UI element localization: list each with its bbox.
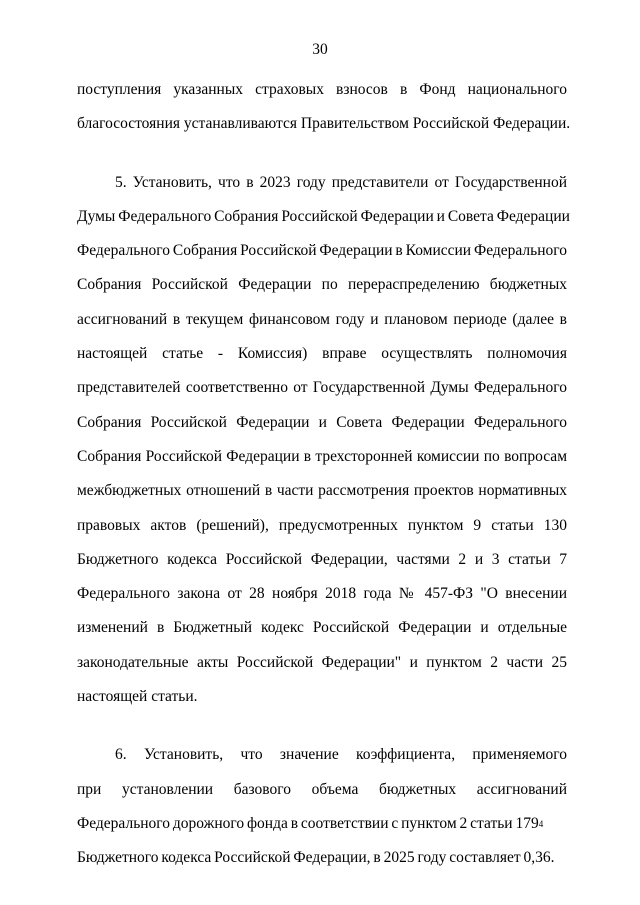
text-line: Федерального Собрания Российской Федерации в Комиссии Федерального	[77, 242, 567, 260]
text-line: настоящей статьи.	[77, 688, 198, 706]
text-line: Думы Федерального Собрания Российской Федерации и Совета Федерации	[77, 207, 570, 225]
page-number: 30	[312, 41, 328, 58]
text-line: Бюджетного кодекса Российской Федерации, в 2025 году составляет 0,36.	[77, 849, 555, 867]
text-line: благосостояния устанавливаются Правительством Российской Федерации.	[77, 115, 571, 133]
text-line: межбюджетных отношений в части рассмотрения проектов нормативных	[77, 482, 567, 500]
text-line: настоящей статье - Комиссия) вправе осуществлять полномочия	[77, 345, 567, 363]
text-line-with-superscript: Федерального дорожного фонда в соответствии с пунктом 2 статьи 179 4	[77, 815, 544, 833]
text-line: Собрания Российской Федерации в трехсторонней комиссии по вопросам	[77, 447, 567, 465]
paragraph-4-continuation	[77, 73, 571, 142]
text-line: ассигнований в текущем финансовом году и плановом периоде (далее в	[77, 310, 567, 328]
text-line: при установлении базового объема бюджетных ассигнований	[77, 780, 567, 798]
text-line: 6. Установить, что значение коэффициента, применяемого	[115, 746, 567, 764]
text-line: поступления указанных страховых взносов в Фонд национального	[77, 81, 567, 98]
text-line: Федерального дорожного фонда в соответствии с пунктом 2 статьи 179	[77, 815, 539, 833]
text-line: законодательные акты Российской Федерации" и пунктом 2 части 25	[77, 653, 567, 671]
paragraph-6	[77, 738, 567, 875]
text-line: изменений в Бюджетный кодекс Российской Федерации и отдельные	[77, 619, 567, 637]
text-line: Собрания Российской Федерации по перераспределению бюджетных	[77, 276, 567, 294]
text-line: Федерального закона от 28 ноября 2018 года № 457-ФЗ "О внесении	[77, 585, 567, 603]
text-line: правовых актов (решений), предусмотренных пунктом 9 статьи 130	[77, 516, 567, 534]
text-line: 5. Установить, что в 2023 году представители от Государственной	[115, 173, 567, 191]
document-body	[77, 73, 571, 876]
text-line: Собрания Российской Федерации и Совета Федерации Федерального	[77, 413, 567, 431]
paragraph-5	[77, 166, 570, 715]
text-line: представителей соответственно от Государственной Думы Федерального	[77, 379, 567, 397]
text-line: Бюджетного кодекса Российской Федерации, частями 2 и 3 статьи 7	[77, 550, 567, 568]
